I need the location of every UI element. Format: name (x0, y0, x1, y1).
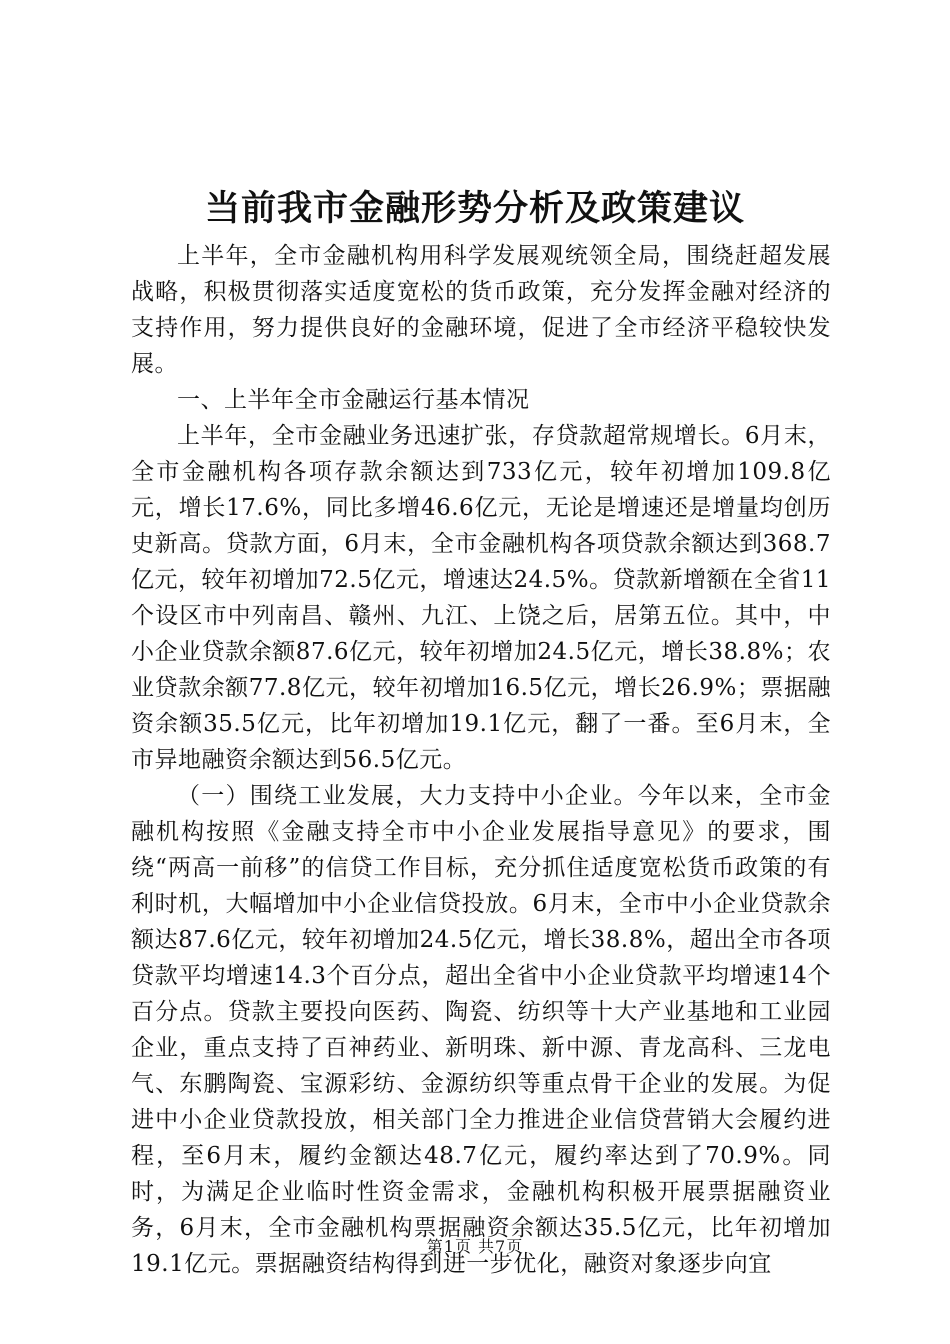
sme-support-paragraph: （一）围绕工业发展，大力支持中小企业。今年以来，全市金融机构按照《金融支持全市中小企业发展指导意见》的要求，围绕“两高一前移”的信贷工作目标，充分抓住适度宽松货币政策的有利时机，大幅增加中小企业信贷投放。6月末，全市中小企业贷款余额达87.6亿元，较年初增加24.5亿元，增长38.8%，超出全市各项贷款平均增速14.3个百分点，超出全省中小企业贷款平均增速14个百分点。贷款主要投向医药、陶瓷、纺织等十大产业基地和工业园企业，重点支持了百神药业、新明珠、新中源、青龙高科、三龙电气、东鹏陶瓷、宝源彩纺、金源纺织等重点骨干企业的发展。为促进中小企业贷款投放，相关部门全力推进企业信贷营销大会履约进程，至6月末，履约金额达48.7亿元，履约率达到了70.9%。同时，为满足企业临时性资金需求，金融机构积极开展票据融资业务，6月末，全市金融机构票据融资余额达35.5亿元，比年初增加19.1亿元。票据融资结构得到进一步优化，融资对象逐步向宜 (131, 783, 831, 1277)
section-heading: 一、上半年全市金融运行基本情况 (177, 387, 530, 413)
document-title: 当前我市金融形势分析及政策建议 (204, 188, 745, 229)
overview-paragraph: 上半年，全市金融业务迅速扩张，存贷款超常规增长。6月末，全市金融机构各项存款余额达到733亿元，较年初增加109.8亿元，增长17.6%，同比多增46.6亿元，无论是增速还是增量均创历史新高。贷款方面，6月末，全市金融机构各项贷款余额达到368.7亿元，较年初增加72.5亿元，增速达24.5%。贷款新增额在全省11个设区市中列南昌、赣州、九江、上饶之后，居第五位。其中，中小企业贷款余额87.6亿元，较年初增加24.5亿元，增长38.8%；农业贷款余额77.8亿元，较年初增加16.5亿元，增长26.9%；票据融资余额35.5亿元，比年初增加19.1亿元，翻了一番。至6月末，全市异地融资余额达到56.5亿元。 (131, 423, 831, 773)
page-number-footer: 第1页 共7页 (426, 1237, 524, 1256)
document-body (131, 238, 831, 1282)
intro-paragraph: 上半年，全市金融机构用科学发展观统领全局，围绕赶超发展战略，积极贯彻落实适度宽松的货币政策，充分发挥金融对经济的支持作用，努力提供良好的金融环境，促进了全市经济平稳较快发展。 (131, 243, 831, 377)
